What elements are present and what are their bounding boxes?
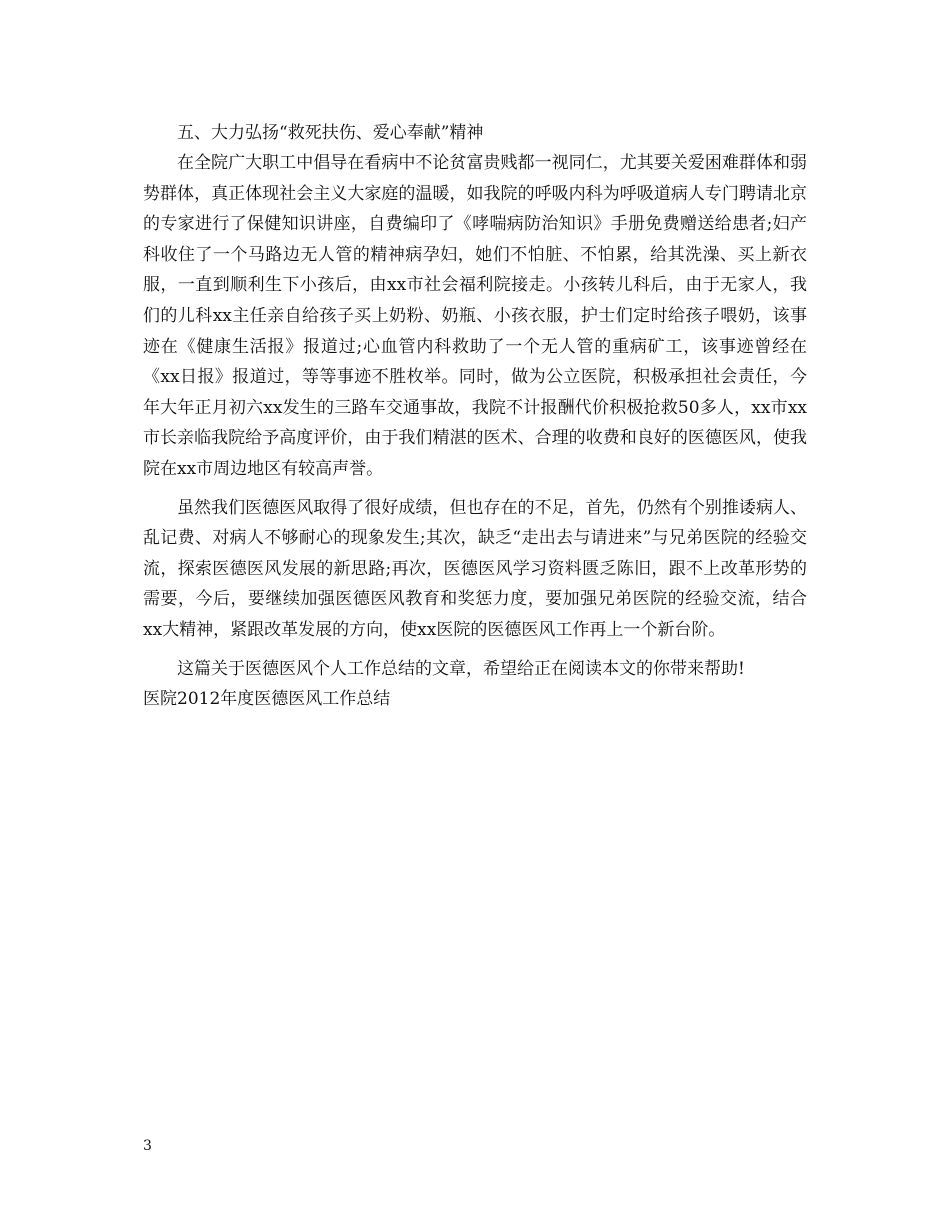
- page-number: 3: [143, 1138, 152, 1154]
- paragraph-1: 在全院广大职工中倡导在看病中不论贫富贵贱都一视同仁，尤其要关爱困难群体和弱势群体，真正体现社会主义大家庭的温暖，如我院的呼吸内科为呼吸道病人专门聘请北京的专家进行了保健知识讲座，自费编印了《哮喘病防治知识》手册免费赠送给患者;妇产科收住了一个马路边无人管的精神病孕妇，她们不怕脏、不怕累，给其洗澡、买上新衣服，一直到顺利生下小孩后，由xx市社会福利院接走。小孩转儿科后，由于无家人，我们的儿科xx主任亲自给孩子买上奶粉、奶瓶、小孩衣服，护士们定时给孩子喂奶，该事迹在《健康生活报》报道过;心血管内科救助了一个无人管的重病矿工，该事迹曾经在《xx日报》报道过，等等事迹不胜枚举。同时，做为公立医院，积极承担社会责任，今年大年正月初六xx发生的三路车交通事故，我院不计报酬代价积极抢救50多人，xx市xx市长亲临我院给予高度评价，由于我们精湛的医术、合理的收费和良好的医德医风，使我院在xx市周边地区有较高声誉。: [143, 153, 807, 479]
- paragraph-2: 虽然我们医德医风取得了很好成绩，但也存在的不足，首先，仍然有个别推诿病人、乱记费、对病人不够耐心的现象发生;其次，缺乏“走出去与请进来”与兄弟医院的经验交流，探索医德医风发展的新思路;再次，医德医风学习资料匮乏陈旧，跟不上改革形势的需要，今后，要继续加强医德医风教育和奖惩力度，要加强兄弟医院的经验交流，结合xx大精神，紧跟改革发展的方向，使xx医院的医德医风工作再上一个新台阶。: [143, 497, 807, 640]
- section-heading: 五、大力弘扬“救死扶伤、爱心奉献”精神: [177, 123, 484, 143]
- paragraph-3: 这篇关于医德医风个人工作总结的文章，希望给正在阅读本文的你带来帮助!: [177, 658, 745, 679]
- document-body: [143, 118, 807, 714]
- trailing-title-line: 医院2012年度医德医风工作总结: [143, 689, 391, 710]
